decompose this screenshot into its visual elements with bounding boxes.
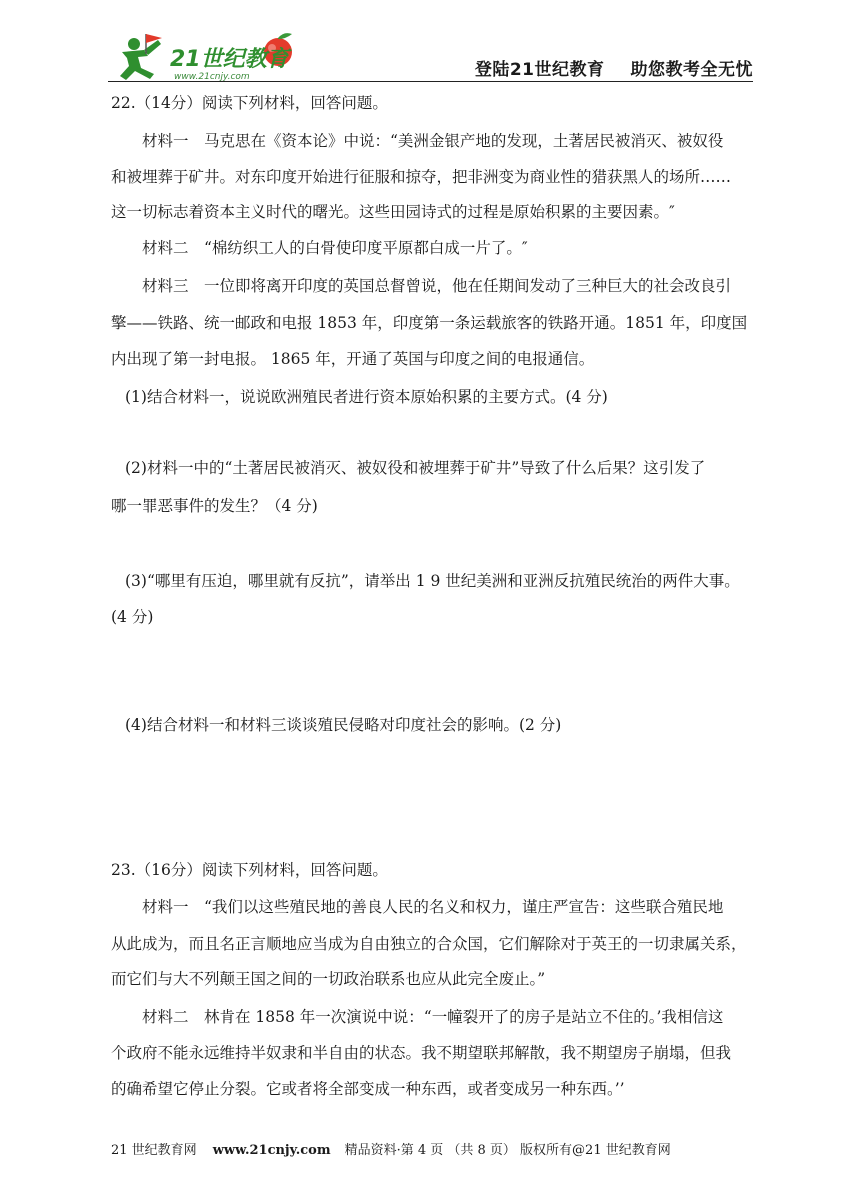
q22-material-2: 材料二 “棉纺织工人的白骨使印度平原都白成一片了。″ [142,239,528,257]
q23-material-1-line3: 而它们与大不列颠王国之间的一切政治联系也应从此完全废止。” [111,970,546,988]
header-slogan [475,55,753,80]
q22-material-3-line2: 擎——铁路、统一邮政和电报 1853 年，印度第一条运载旅客的铁路开通。1851 年，印度国 [111,314,748,332]
running-person-icon [120,38,161,80]
q23-material-2: 材料二 林肯在 1858 年一次演说中说：“一幢裂开了的房子是站立不住的。’我相信这 [142,1008,724,1026]
21cnjy-logo [108,30,308,86]
footer-info: 精品资料·第 4 页 （共 8 页） 版权所有@21 世纪教育网 [344,1143,671,1158]
logo-text: 21世纪教育 [170,47,289,72]
footer-site: 21 世纪教育网 [111,1143,197,1158]
q23-material-2-line2: 个政府不能永远维持半奴隶和半自由的状态。我不期望联邦解散，我不期望房子崩塌，但我 [111,1044,732,1062]
q23-material-1-line2: 从此成为，而且名正言顺地应当成为自由独立的合众国，它们解除对于英王的一切隶属关系， [111,935,747,953]
q23-stem: 23.（16分）阅读下列材料，回答问题。 [111,861,388,879]
q22-subquestion-1: (1)结合材料一，说说欧洲殖民者进行资本原始积累的主要方式。(4 分) [125,388,608,406]
header-divider [108,81,753,82]
header-slogan-right: 助您教考全无忧 [630,60,753,80]
header-slogan-left: 登陆21世纪教育 [474,60,605,80]
q22-subquestion-3: (3)“哪里有压迫，哪里就有反抗”，请举出 1 9 世纪美洲和亚洲反抗殖民统治的两件大事。 [125,572,740,590]
footer-url[interactable]: www.21cnjy.com [212,1143,331,1158]
q22-subquestion-2-line2: 哪一罪恶事件的发生？（4 分) [111,497,318,515]
q22-subquestion-2: (2)材料一中的“土著居民被消灭、被奴役和被埋葬于矿井”导致了什么后果？这引发了 [125,459,706,477]
q23-material-2-line3: 的确希望它停止分裂。它或者将全部变成一种东西，或者变成另一种东西。’’ [111,1080,625,1098]
q22-material-3-line3: 内出现了第一封电报。 1865 年，开通了英国与印度之间的电报通信。 [111,350,595,368]
logo-url: www.21cnjy.com [174,72,250,82]
q23-material-1: 材料一 “我们以这些殖民地的善良人民的名义和权力，谨庄严宣告：这些联合殖民地 [142,898,724,916]
q22-material-1-line2: 和被埋葬于矿井。对东印度开始进行征服和掠夺，把非洲变为商业性的猎获黑人的场所…… [111,168,732,186]
q22-subquestion-3-line2: (4 分) [111,608,154,626]
q22-subquestion-4: (4)结合材料一和材料三谈谈殖民侵略对印度社会的影响。(2 分) [125,716,562,734]
page-footer [111,1139,753,1158]
q22-material-3: 材料三 一位即将离开印度的英国总督曾说，他在任期间发动了三种巨大的社会改良引 [142,277,732,295]
q22-material-1: 材料一 马克思在《资本论》中说：“美洲金银产地的发现，土著居民被消灭、被奴役 [142,132,724,150]
q22-material-1-line3: 这一切标志着资本主义时代的曙光。这些田园诗式的过程是原始积累的主要因素。″ [111,203,675,221]
q22-stem: 22.（14分）阅读下列材料，回答问题。 [111,94,388,112]
